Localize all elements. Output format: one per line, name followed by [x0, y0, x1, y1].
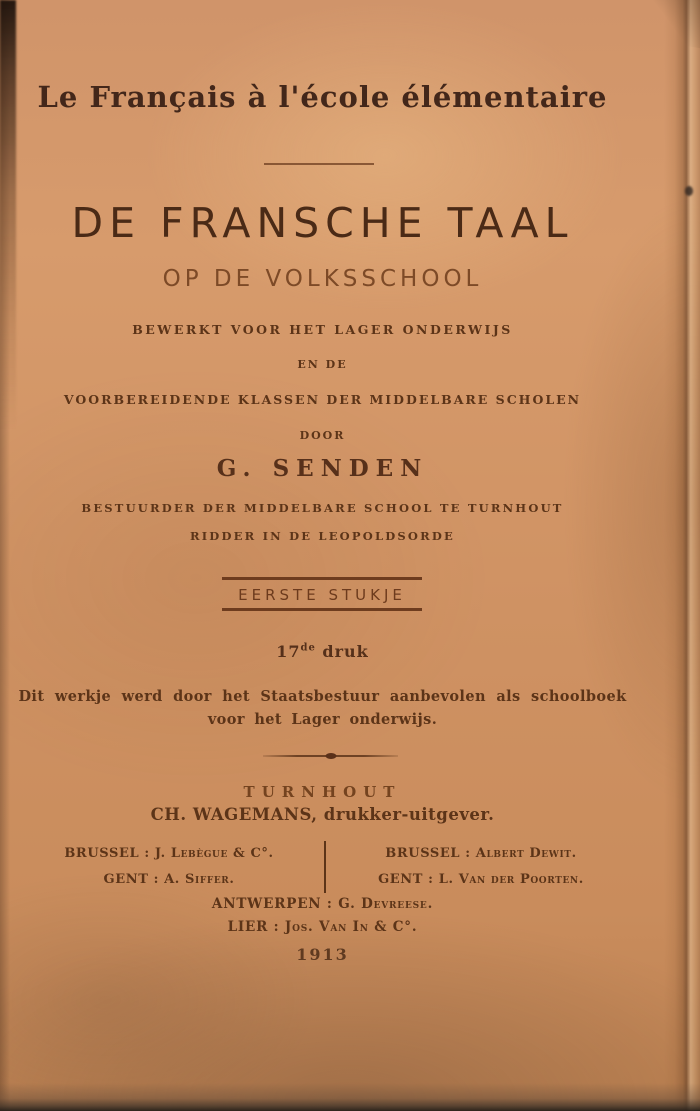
edition-number: 17 — [276, 642, 301, 661]
by-label: DOOR — [299, 429, 346, 442]
edition-suffix: de — [300, 642, 316, 654]
series-title-rule — [264, 163, 374, 165]
agent-gent-vanderpoorten: GENT : L. Van der Poorten. — [378, 872, 584, 887]
edition-note-line-3: VOORBEREIDENDE KLASSEN DER MIDDELBARE SCHOLEN — [63, 392, 582, 407]
part-label-box — [222, 577, 422, 611]
edition-note-line-1: BEWERKT VOOR HET LAGER ONDERWIJS — [132, 322, 513, 337]
series-title: Le Français à l'école élémentaire — [37, 80, 608, 114]
imprint-city: TURNHOUT — [243, 783, 402, 801]
agent-brussel-dewit: BRUSSEL : Albert Dewit. — [385, 846, 577, 861]
agents-column-right — [324, 841, 636, 893]
book-title: DE FRANSCHE TAAL — [71, 199, 574, 247]
edition-word: druk — [322, 642, 369, 661]
agents-column-left — [14, 841, 324, 893]
agents-columns — [14, 841, 636, 893]
author-title-2: RIDDER IN DE LEOPOLDSORDE — [189, 529, 456, 543]
agent-antwerpen-devreese: ANTWERPEN : G. Devreese. — [211, 896, 434, 912]
agent-brussel-lebegue: BRUSSEL : J. Lebègue & C°. — [64, 846, 274, 861]
imprint-publisher: CH. WAGEMANS, drukker-uitgever. — [150, 805, 495, 824]
edition-line — [0, 642, 645, 661]
edition-note-line-2: EN DE — [297, 358, 348, 371]
author-name: G. SENDEN — [216, 455, 429, 482]
ornament-divider — [263, 755, 398, 757]
part-label: EERSTE STUKJE — [238, 586, 406, 604]
recommendation-line-2: voor het Lager onderwijs. — [207, 711, 438, 728]
right-page-edge — [664, 0, 700, 1111]
right-edge-ink-spot — [685, 186, 693, 196]
recommendation-line-1: Dit werkje werd door het Staatsbestuur aanbevolen als schoolboek — [18, 688, 627, 705]
author-title-1: BESTUURDER DER MIDDELBARE SCHOOL TE TURNHOUT — [81, 501, 564, 515]
book-subtitle: OP DE VOLKSSCHOOL — [162, 266, 483, 292]
agent-gent-siffer: GENT : A. Siffer. — [103, 872, 235, 887]
imprint-year: 1913 — [296, 945, 349, 964]
agent-lier-vanin: LIER : Jos. Van In & C°. — [227, 919, 418, 935]
